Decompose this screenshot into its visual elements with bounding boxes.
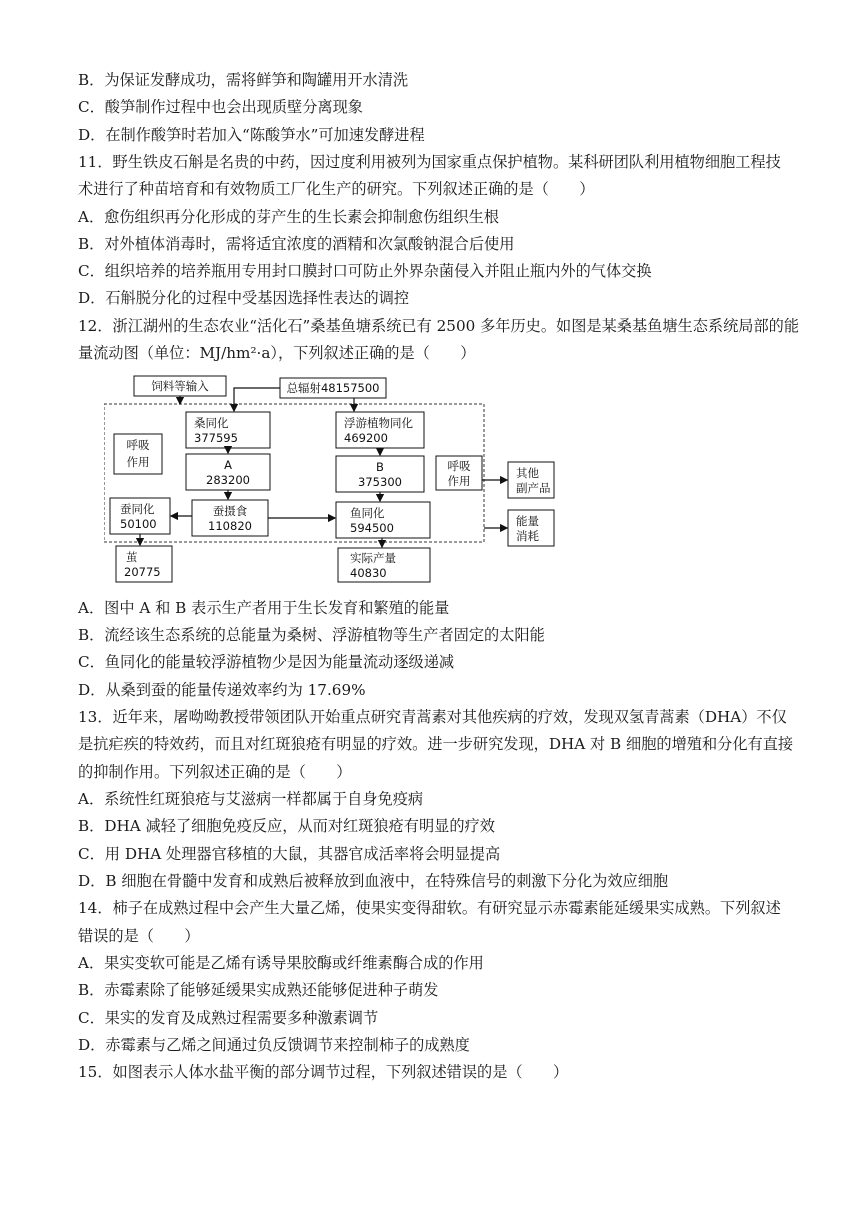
other-products-line1: 其他 [516, 466, 539, 480]
plankton-value: 469200 [344, 431, 388, 445]
text-line: 量流动图（单位：MJ/hm²·a），下列叙述正确的是（ ） [78, 344, 476, 362]
respiration-right-line1: 呼吸 [447, 459, 471, 473]
feed-input-label: 饲料等输入 [151, 379, 209, 393]
silkworm-label: 蚕同化 [120, 502, 155, 516]
respiration-right-line2: 作用 [447, 474, 471, 488]
arrow-radiation-mulberry [234, 388, 280, 411]
text-line: 术进行了种苗培育和有效物质工厂化生产的研究。下列叙述正确的是（ ） [78, 180, 595, 198]
text-line: B．DHA 减轻了细胞免疫反应，从而对红斑狼疮有明显的疗效 [78, 817, 495, 835]
text-line: A．愈伤组织再分化形成的芽产生的生长素会抑制愈伤组织生根 [78, 208, 500, 226]
mulberry-value: 377595 [194, 431, 238, 445]
silkworm-value: 50100 [120, 517, 157, 531]
text-line: C．组织培养的培养瓶用专用封口膜封口可防止外界杂菌侵入并阻止瓶内外的气体交换 [78, 262, 652, 280]
text-line: D．从桑到蚕的能量传递效率约为 17.69% [78, 681, 366, 699]
energy-flow-diagram [104, 374, 559, 584]
text-line: 15．如图表示人体水盐平衡的部分调节过程，下列叙述错误的是（ ） [78, 1063, 569, 1081]
text-line: 错误的是（ ） [78, 927, 200, 945]
text-line: C．果实的发育及成熟过程需要多种激素调节 [78, 1009, 379, 1027]
energy-consumption-line2: 消耗 [516, 529, 539, 543]
a-value: 283200 [206, 473, 250, 487]
text-line: B．赤霉素除了能够延缓果实成熟还能够促进种子萌发 [78, 981, 439, 999]
text-line: D．B 细胞在骨髓中发育和成熟后被释放到血液中，在特殊信号的刺激下分化为效应细胞 [78, 872, 669, 890]
text-line: 14．柿子在成熟过程中会产生大量乙烯，使果实变得甜软。有研究显示赤霉素能延缓果实成熟。下列叙述 [78, 899, 781, 917]
a-label: A [224, 458, 232, 472]
text-line: C．酸笋制作过程中也会出现质壁分离现象 [78, 98, 363, 116]
total-radiation-label: 总辐射48157500 [286, 381, 380, 395]
text-line: 13．近年来，屠呦呦教授带领团队开始重点研究青蒿素对其他疾病的疗效，发现双氢青蒿素（DHA）不仅 [78, 708, 787, 726]
fish-value: 594500 [350, 521, 394, 535]
b-label: B [376, 460, 384, 474]
respiration-left-line1: 呼吸 [126, 438, 150, 452]
actual-yield-label: 实际产量 [350, 551, 396, 565]
text-line: A．系统性红斑狼疮与艾滋病一样都属于自身免疫病 [78, 790, 424, 808]
text-line: B．为保证发酵成功，需将鲜笋和陶罐用开水清洗 [78, 71, 409, 89]
text-line: C．用 DHA 处理器官移植的大鼠，其器官成活率将会明显提高 [78, 845, 501, 863]
text-line: B．流经该生态系统的总能量为桑树、浮游植物等生产者固定的太阳能 [78, 626, 545, 644]
silkworm-intake-value: 110820 [208, 519, 252, 533]
text-line: 12．浙江湖州的生态农业“活化石”桑基鱼塘系统已有 2500 多年历史。如图是某桑基鱼塘生态系统局部的能 [78, 317, 800, 335]
text-line: 的抑制作用。下列叙述正确的是（ ） [78, 763, 352, 781]
cocoon-label: 茧 [126, 550, 138, 564]
respiration-left-line2: 作用 [126, 455, 150, 469]
text-line: A．果实变软可能是乙烯有诱导果胶酶或纤维素酶合成的作用 [78, 954, 484, 972]
cocoon-value: 20775 [124, 565, 161, 579]
plankton-label: 浮游植物同化 [344, 416, 413, 430]
text-line: 11．野生铁皮石斛是名贵的中药，因过度利用被列为国家重点保护植物。某科研团队利用植物细胞工程技 [78, 153, 781, 171]
text-line: B．对外植体消毒时，需将适宜浓度的酒精和次氯酸钠混合后使用 [78, 235, 515, 253]
text-line: 是抗疟疾的特效药，而且对红斑狼疮有明显的疗效。进一步研究发现，DHA 对 B 细胞的增殖和分化有直接 [78, 735, 794, 753]
text-line: A．图中 A 和 B 表示生产者用于生长发育和繁殖的能量 [78, 599, 450, 617]
text-line: C．鱼同化的能量较浮游植物少是因为能量流动逐级递减 [78, 653, 455, 671]
text-line: D．石斛脱分化的过程中受基因选择性表达的调控 [78, 289, 410, 307]
b-value: 375300 [358, 475, 402, 489]
text-line: D．赤霉素与乙烯之间通过负反馈调节来控制柿子的成熟度 [78, 1036, 470, 1054]
actual-yield-value: 40830 [350, 566, 387, 580]
energy-consumption-line1: 能量 [516, 514, 539, 528]
silkworm-intake-label: 蚕摄食 [212, 504, 248, 518]
mulberry-label: 桑同化 [194, 416, 229, 430]
fish-label: 鱼同化 [350, 506, 385, 520]
other-products-line2: 副产品 [516, 481, 551, 495]
text-line: D．在制作酸笋时若加入“陈酸笋水”可加速发酵进程 [78, 126, 425, 144]
